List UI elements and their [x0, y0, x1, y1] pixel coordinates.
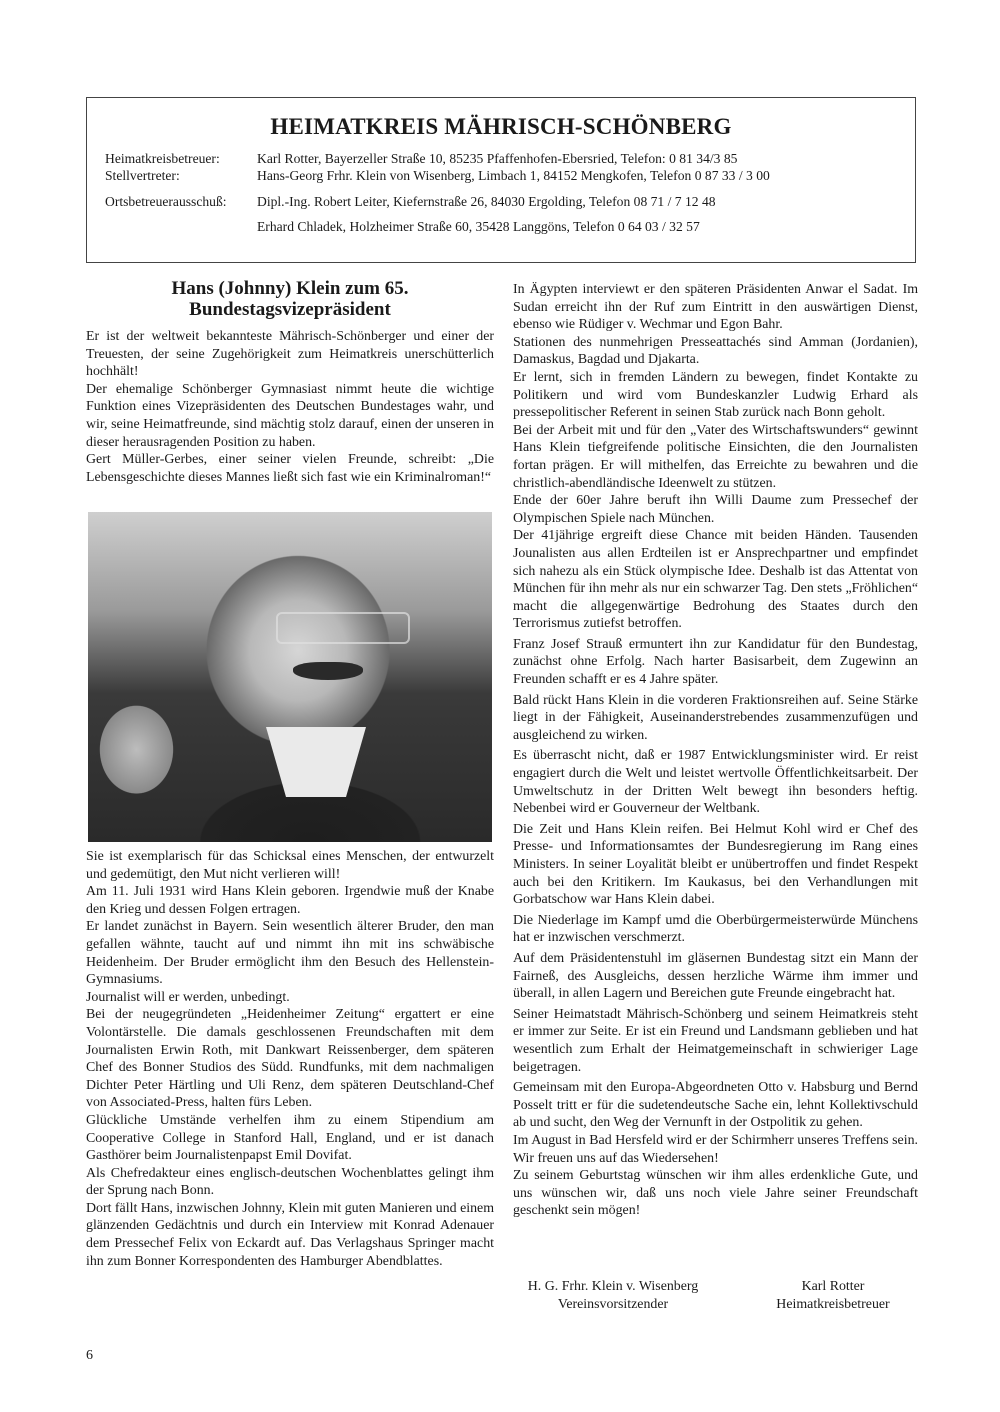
- paragraph: Gert Müller-Gerbes, einer seiner vielen Freunde, schreibt: „Die Lebensgeschichte dieses Mannes ließt sich fast wie ein Kriminalroman!“: [86, 452, 494, 485]
- paragraph: Franz Josef Strauß ermuntert ihn zur Kandidatur für den Bundestag, zunächst ohne Erfolg. Nach harter Basisarbeit, dem Zugewinn an Freunden schafft er es 4 Jahre später.: [513, 636, 918, 688]
- signature-name: H. G. Frhr. Klein v. Wisenberg: [527, 1279, 699, 1294]
- signature-role: Vereinsvorsitzender: [557, 1297, 669, 1312]
- paragraph: Bei der Arbeit mit und für den „Vater des Wirtschaftswunders“ gewinnt Hans Klein tiefgreifende politische Einsichten, die den Journalisten fortan prägen. Er will mithelfen, das Erreichte zu bewahren und die christlich-abendländische Ideenwelt zu stützen.: [513, 422, 918, 491]
- paragraph: Journalist will er werden, unbedingt.: [86, 989, 290, 1005]
- portrait-photo: [88, 512, 492, 842]
- signature-name: Karl Rotter: [801, 1279, 865, 1294]
- paragraph: Es überrascht nicht, daß er 1987 Entwicklungsminister wird. Er reist engagiert durch die Welt und leistet wertvolle Öffentlichkeitsarbeit. Der Umweltschutz in der Dritten Welt bewegt ihn besonders heftig. Nebenbei wird er Gouverneur der Weltbank.: [513, 748, 918, 817]
- paragraph: Zu seinem Geburtstag wünschen wir ihm alles erdenkliche Gute, und uns wünschen wir, daß uns noch viele Jahre seiner Freundschaft geschenkt sein mögen!: [513, 1168, 918, 1219]
- paragraph: Die Zeit und Hans Klein reifen. Bei Helmut Kohl wird er Chef des Presse- und Informationsamtes der Bundesregierung im Rang eines Ministers. In seiner Loyalität bleibt er unübertroffen und findet Respekt auch bei den Kritikern. Im Kaukasus, bei den Verhandlungen mit Gorbatschow war Hans Klein dabei.: [513, 821, 918, 908]
- paragraph: Dort fällt Hans, inzwischen Johnny, Klein mit guten Manieren und einem glänzenden Gedächtnis und durch ein Interview mit Konrad Adenauer dem Pressechef Felix von Eckardt auf. Das Verlagshaus Springer macht ihn zum Bonner Korrespondenten des Hamburger Abendblattes.: [86, 1200, 495, 1269]
- paragraph: Die Niederlage im Kampf umd die Oberbürgermeisterwürde Münchens hat er inzwischen verschmerzt.: [513, 912, 918, 946]
- paragraph: Bald rückt Hans Klein in die vorderen Fraktionsreihen auf. Seine Stärke liegt in der Fähigkeit, Auseinanderstrebendes zusammenzufügen und ausgleichend zu wirken.: [513, 692, 918, 743]
- paragraph: Am 11. Juli 1931 wird Hans Klein geboren. Irgendwie muß der Knabe den Krieg und dessen Folgen ertragen.: [86, 884, 494, 917]
- paragraph: Ende der 60er Jahre beruft ihn Willi Daume zum Pressechef der Olympischen Spiele nach München.: [513, 493, 918, 526]
- paragraph: Er ist der weltweit bekannteste Mährisch-Schönberger und einer der Treuesten, der seine Zugehörigkeit zum Heimatkreis unerschütterlich hochhält!: [86, 329, 494, 380]
- header-row-value: Dipl.-Ing. Robert Leiter, Kiefernstraße 26, 84030 Ergolding, Telefon 08 71 / 7 12 48: [257, 194, 716, 209]
- right-column: [513, 281, 918, 1220]
- paragraph: Stationen des nunmehrigen Presseattachés sind Amman (Jordanien), Damaskus, Bagdad und Djakarta.: [513, 334, 918, 368]
- paragraph: Auf dem Präsidentenstuhl im gläsernen Bundestag sitzt ein Mann der Fairneß, des Ausgleichs, dessen herzliche Wärme ihm immer und überall, in allen Lagern und Bereichen gute Freunde eingebracht hat.: [513, 950, 918, 1002]
- header-row-stellvertreter: [105, 167, 770, 184]
- paragraph: Sie ist exemplarisch für das Schicksal eines Menschen, der entwurzelt und gedemütigt, den Mut nicht verlieren will!: [86, 849, 494, 882]
- paragraph: Er landet zunächst in Bayern. Sein wesentlich älterer Bruder, den man gefallen wähnte, taucht auf und nimmt ihn mit ins schwäbische Heidenheim. Der Bruder ermöglicht ihm den Besuch des Hellenstein-Gymnasiums.: [86, 919, 494, 988]
- paragraph: Im August in Bad Hersfeld wird er der Schirmherr unseres Treffens sein. Wir freuen uns auf das Wiedersehen!: [513, 1132, 918, 1166]
- header-row-label: Stellvertreter:: [105, 168, 180, 183]
- header-row-value: Erhard Chladek, Holzheimer Straße 60, 35428 Langgöns, Telefon 0 64 03 / 32 57: [257, 219, 700, 234]
- paragraph: Er lernt, sich in fremden Ländern zu bewegen, findet Kontakte zu Politikern und wird vom Bundeskanzler Ludwig Erhard als pressepolitischer Referent in seinen Stab zurück nach Bonn geholt.: [513, 369, 918, 421]
- paragraph: Der 41jährige ergreift diese Chance mit beiden Händen. Tausenden Jounalisten aus allen Erdteilen ist er Ansprechpartner und empfindet sich nahezu als ein Stück olympische Idee. Deshalb ist das Attentat von München für ihn mehr als nur ein schwarzer Tag. Den stets „Fröhlichen“ macht die allgegenwärtige Bedrohung des Staates durch den Terrorismus zutiefst betroffen.: [513, 528, 918, 632]
- article-title-line1: Hans (Johnny) Klein zum 65.: [171, 278, 409, 299]
- header-row-label: Ortsbetreuerausschuß:: [105, 194, 227, 209]
- header-row-value: Karl Rotter, Bayerzeller Straße 10, 85235 Pfaffenhofen-Ebersried, Telefon: 0 81 34/3 85: [257, 151, 738, 166]
- paragraph: Seiner Heimatstadt Mährisch-Schönberg und seinem Heimatkreis steht er immer zur Seite. Er ist ein Freund und Landsmann geblieben und hat wesentlich zum Erhalt der Heimatgemeinschaft in schwieriger Lage beigetragen.: [513, 1006, 918, 1075]
- header-row-betreuer: [105, 150, 737, 167]
- header-box: [86, 97, 916, 263]
- paragraph: Glückliche Umstände verhelfen ihm zu einem Stipendium am Cooperative College in Stanford Hall, England, und er ist danach Gasthörer beim Journalistenpapst Emil Dovifat.: [86, 1112, 494, 1164]
- header-title: HEIMATKREIS MÄHRISCH-SCHÖNBERG: [270, 114, 732, 139]
- photo-mustache: [293, 662, 363, 680]
- paragraph: In Ägypten interviewt er den späteren Präsidenten Anwar el Sadat. Im Sudan erreicht ihn der Ruf zum Eintritt in den auswärtigen Dienst, ebenso wie Rüdiger v. Wechmar und Egon Bahr.: [513, 282, 918, 333]
- left-column-top: [86, 328, 494, 486]
- paragraph: Gemeinsam mit den Europa-Abgeordneten Otto v. Habsburg und Bernd Posselt tritt er für die sudetendeutsche Sache ein, lehnt Kollektivschuld ab und sucht, den Weg der Vernunft in der Ostpolitik zu gehen.: [513, 1080, 918, 1131]
- paragraph: Bei der neugegründeten „Heidenheimer Zeitung“ ergattert er eine Volontärstelle. Die damals geschlossenen Freundschaften mit dem Journalisten Erwin Roth, mit Dankwart Reissenberger, dem späteren Chef des Bonner Studios des Südd. Rundfunks, mit dem nachmaligen Dichter Peter Härtling und Uli Renz, dem späteren Deutschland-Chef von Associated-Press, halten fürs Leben.: [86, 1007, 494, 1111]
- header-row-ortsbetreuer: [105, 193, 716, 210]
- photo-glasses: [276, 612, 410, 644]
- signature-left: [513, 1278, 713, 1314]
- header-row-value: Hans-Georg Frhr. Klein von Wisenberg, Limbach 1, 84152 Mengkofen, Telefon 0 87 33 / 3 00: [257, 168, 770, 183]
- signature-role: Heimatkreisbetreuer: [776, 1297, 890, 1312]
- article-title-line2: Bundestagsvizepräsident: [189, 299, 391, 320]
- photo-collar: [266, 727, 366, 797]
- paragraph: Als Chefredakteur eines englisch-deutschen Wochenblattes gelingt ihm der Sprung nach Bonn.: [86, 1165, 494, 1199]
- article-title: [86, 278, 494, 320]
- signature-right: [748, 1278, 918, 1314]
- left-column-bottom: [86, 848, 494, 1270]
- header-row-ortsbetreuer-2: [105, 218, 700, 235]
- header-row-label: Heimatkreisbetreuer:: [105, 151, 220, 166]
- paragraph: Der ehemalige Schönberger Gymnasiast nimmt heute die wichtige Funktion eines Vizepräsidenten des Deutschen Bundestages wahr, und wir, seine Heimatfreunde, sind mächtig stolz darauf, einen der unseren in dieser herausragenden Position zu haben.: [86, 381, 494, 450]
- page-number: 6: [86, 1348, 93, 1363]
